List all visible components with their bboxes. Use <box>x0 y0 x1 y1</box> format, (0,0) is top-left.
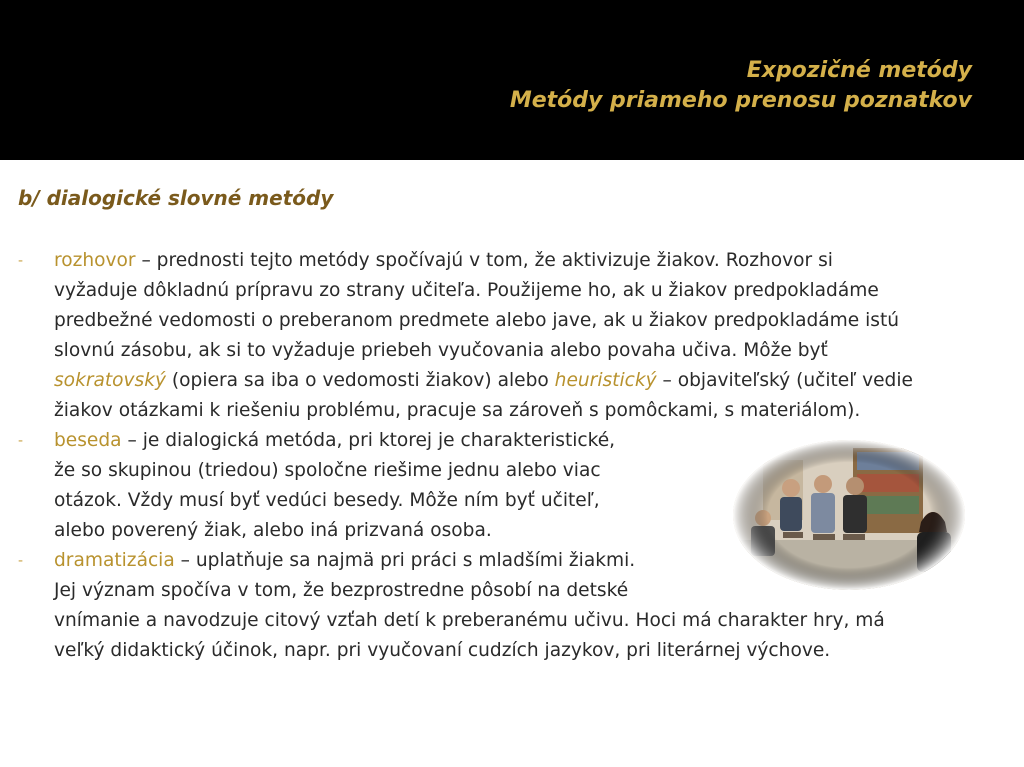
text-segment: – objaviteľský (učiteľ vedie <box>656 370 913 391</box>
classroom-photo-illustration <box>733 440 965 590</box>
slide-title <box>510 56 972 116</box>
text-segment: – uplatňuje sa najmä pri práci s mladšími žiakmi. <box>174 550 636 571</box>
text-segment: (opiera sa iba o vedomosti žiakov) alebo <box>166 370 555 391</box>
keyword-dramatizacia: dramatizácia <box>54 550 175 571</box>
classroom-photo <box>733 440 965 590</box>
list-item-rozhovor <box>18 246 1014 426</box>
text-line: vnímanie a navodzuje citový vzťah detí k preberanému učivu. Hoci má charakter hry, má <box>54 610 885 631</box>
text-line: že so skupinou (triedou) spoločne riešime jednu alebo viac <box>54 460 601 481</box>
title-line-1: Expozičné metódy <box>746 58 972 83</box>
text-line: Jej význam spočíva v tom, že bezprostredne pôsobí na detské <box>54 580 629 601</box>
keyword-heuristicky: heuristický <box>554 370 657 391</box>
section-subtitle: b/ dialogické slovné metódy <box>18 186 334 210</box>
keyword-beseda: beseda <box>54 430 122 451</box>
text-line: otázok. Vždy musí byť vedúci besedy. Môže ním byť učiteľ, <box>54 490 600 511</box>
text-line <box>54 366 1014 396</box>
text-line: vyžaduje dôkladnú prípravu zo strany učiteľa. Použijeme ho, ak u žiakov predpokladáme <box>54 280 879 301</box>
text-line <box>54 246 1014 276</box>
text-line: alebo poverený žiak, alebo iná prizvaná osoba. <box>54 520 492 541</box>
title-line-2: Metódy priameho prenosu poznatkov <box>509 88 972 113</box>
text-line: žiakov otázkami k riešeniu problému, pracuje sa zároveň s pomôckami, s materiálom). <box>54 400 861 421</box>
text-segment: – je dialogická metóda, pri ktorej je charakteristické, <box>121 430 616 451</box>
text-line: veľký didaktický účinok, napr. pri vyučovaní cudzích jazykov, pri literárnej výchove. <box>54 640 831 661</box>
slide-header <box>0 0 1024 160</box>
text-line: predbežné vedomosti o preberanom predmete alebo jave, ak u žiakov predpokladáme istú <box>54 310 900 331</box>
keyword-rozhovor: rozhovor <box>54 250 136 271</box>
bullet-dash: - <box>18 553 24 569</box>
bullet-dash: - <box>18 253 24 269</box>
slide-content <box>0 160 1024 767</box>
keyword-sokratovsky: sokratovský <box>54 370 166 391</box>
bullet-dash: - <box>18 433 24 449</box>
text-line: slovnú zásobu, ak si to vyžaduje priebeh vyučovania alebo povaha učiva. Môže byť <box>54 340 828 361</box>
text-segment: – prednosti tejto metódy spočívajú v tom, že aktivizuje žiakov. Rozhovor si <box>135 250 833 271</box>
